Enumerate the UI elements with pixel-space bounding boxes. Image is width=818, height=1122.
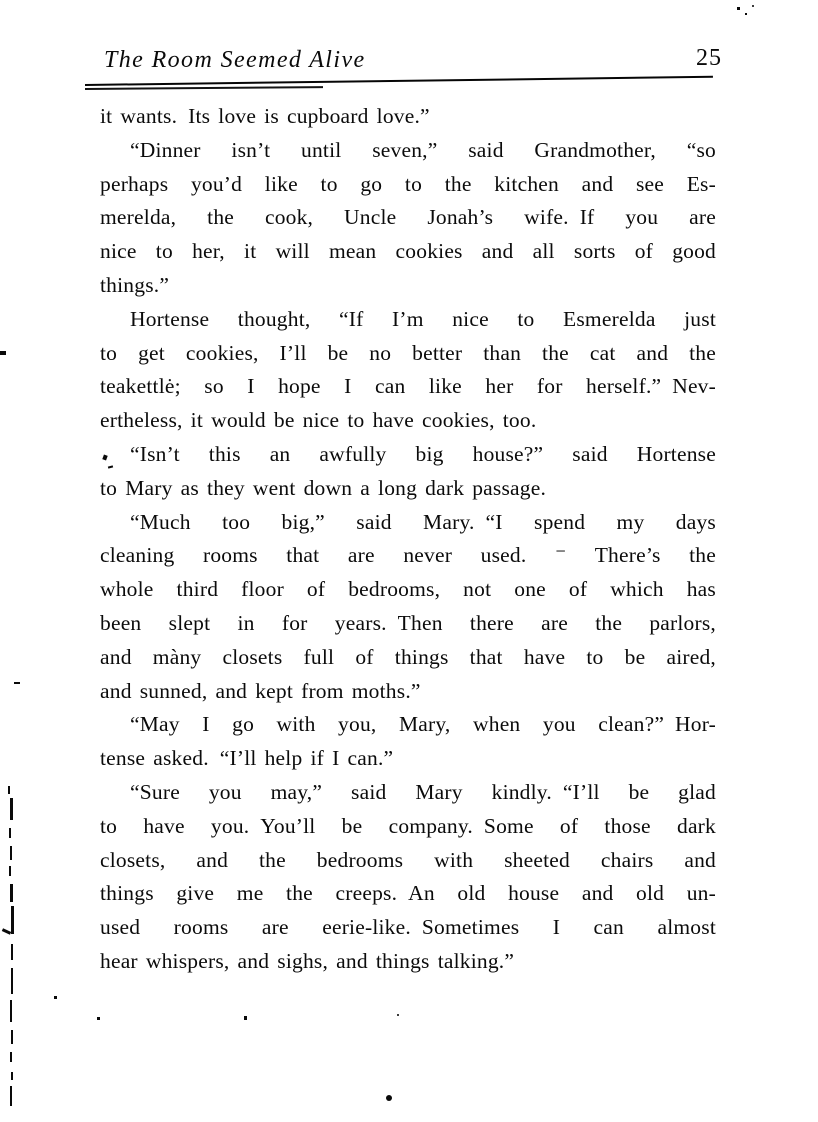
binding-edge-mark [11,968,13,994]
binding-edge-mark [9,828,11,838]
header-rule-shadow [85,86,323,89]
text-line: things give me the creeps. An old house and old un- [100,881,716,906]
text-line: perhaps you’d like to go to the kitchen and see Es- [100,171,716,196]
margin-mark [14,682,20,684]
header-rule [85,76,713,86]
binding-edge-mark [10,846,12,860]
paragraph [100,100,716,134]
text-line: hear whispers, and sighs, and things talking.” [100,948,515,973]
paragraph [100,303,716,438]
margin-mark [0,351,6,355]
binding-edge-mark [10,1000,12,1022]
text-line: “Much too big,” said Mary. “I spend my days [130,509,716,534]
text-line: merelda, the cook, Uncle Jonah’s wife. If you are [100,205,716,230]
text-line: used rooms are eerie-like. Sometimes I can almost [100,915,716,940]
ink-speck [737,7,740,10]
ink-speck [386,1095,392,1101]
ink-speck [97,1017,100,1020]
text-line: whole third floor of bedrooms, not one of which has [100,577,716,602]
text-line: and sunned, and kept from moths.” [100,678,421,703]
binding-edge-mark [8,786,10,794]
text-line: it wants. Its love is cupboard love.” [100,104,430,128]
paragraph [100,776,716,979]
text-line: cleaning rooms that are never used. ⁻ There’s the [100,543,716,568]
text-line: “Sure you may,” said Mary kindly. “I’ll be glad [130,779,716,804]
text-line: teakettlė; so I hope I can like her for herself.” Nev- [100,374,716,399]
binding-edge-mark [10,1052,12,1062]
paragraph [100,506,716,709]
text-line: things.” [100,272,170,297]
text-line: ertheless, it would be nice to have cookies, too. [100,408,537,433]
text-line: tense asked. “I’ll help if I can.” [100,746,394,771]
text-line: nice to her, it will mean cookies and all sorts of good [100,239,716,264]
text-line: Hortense thought, “If I’m nice to Esmerelda just [130,306,716,331]
binding-edge-mark [11,944,13,960]
text-line: been slept in for years. Then there are the parlors, [100,610,716,635]
body-text [100,100,716,979]
binding-edge-mark [10,884,13,902]
text-line: closets, and the bedrooms with sheeted chairs and [100,847,716,872]
ink-speck [244,1016,247,1020]
paragraph [100,708,716,776]
binding-edge-mark [11,906,14,934]
ink-speck [745,13,747,15]
text-line: “May I go with you, Mary, when you clean?” Hor- [130,712,716,737]
binding-edge-mark [11,1030,13,1044]
binding-edge-mark [10,1086,12,1106]
ink-speck [752,5,754,7]
text-line: “Isn’t this an awfully big house?” said Hortense [130,441,716,466]
ink-speck [54,996,57,999]
text-line: “Dinner isn’t until seven,” said Grandmother, “so [130,137,716,162]
text-line: to have you. You’ll be company. Some of those dark [100,813,716,838]
page-number: 25 [696,45,722,71]
running-title: The Room Seemed Alive [104,47,366,73]
paragraph [100,438,716,506]
binding-edge-mark [9,866,11,876]
binding-edge-mark [11,1072,13,1080]
binding-edge-mark [10,798,13,820]
paragraph [100,134,716,303]
text-line: to get cookies, I’ll be no better than the cat and the [100,340,716,365]
text-line: to Mary as they went down a long dark passage. [100,475,547,500]
binding-edge-mark [2,928,11,935]
ink-speck [397,1014,399,1016]
text-line: and màny closets full of things that have to be aired, [100,644,716,669]
